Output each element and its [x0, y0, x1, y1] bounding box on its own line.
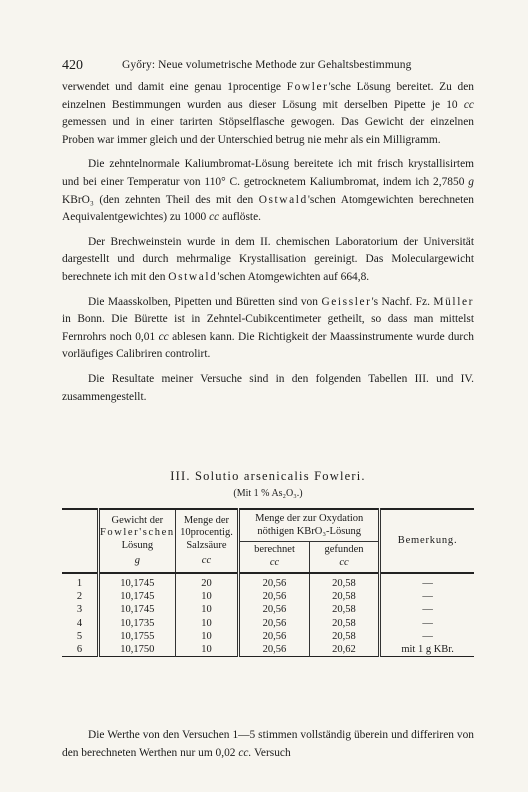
cell-nr: 1 — [76, 578, 83, 589]
p2-text-a: Die zehntelnormale Kaliumbromat-Lösung bereitete ich mit frisch krystallisirtem und bei einer Temperatur von 110° C. getrocknetem Kaliumbromat, indem ich 2,7850 — [62, 158, 474, 188]
p1-text-a: verwendet und damit eine genau 1procentige — [62, 81, 281, 93]
header-oxydation-line-1: Menge der zur Oxydation — [255, 513, 364, 524]
table-row — [62, 590, 474, 603]
cell-gefunden: 20,58 — [309, 590, 379, 603]
cell-gewicht: 10,1735 — [98, 617, 175, 630]
cell-gefunden: 20,58 — [309, 577, 379, 590]
p2-unit: g — [468, 175, 474, 188]
cell-berechnet: 20,56 — [239, 617, 310, 630]
header-gewicht — [98, 509, 175, 573]
cell-bemerkung: — — [380, 577, 474, 590]
page-number: 420 — [62, 58, 83, 73]
p4-text-a: Die Maasskolben, Pipetten und Büretten sind von — [88, 295, 318, 308]
header-berechnet-unit: cc — [239, 557, 310, 574]
cell-bemerkung: — — [380, 617, 474, 630]
cell-bemerkung: — — [380, 603, 474, 616]
p1-text-b: 'sche Lösung bereitet. Zu den einzelnen Bestimmungen wurden aus dieser Lösung mit derselben Pipette je 10 — [62, 81, 474, 111]
header-salzsaeure-line-1: Menge der — [183, 514, 230, 526]
p2-text-c: 'schen Atomgewichten berechneten Aequivalentgewichtes) zu 1000 — [62, 193, 475, 224]
cell-salzsaeure: 10 — [175, 630, 239, 643]
p4-maker-name-2: Müller — [433, 295, 475, 308]
cell-gewicht: 10,1750 — [98, 643, 175, 657]
cell-nr: 2 — [76, 591, 83, 603]
table-row — [62, 577, 474, 590]
p2-unit-2: cc — [209, 211, 220, 224]
cell-nr: 3 — [76, 604, 83, 616]
table-subtitle: (Mit 1 % As₂O₃.) — [233, 488, 303, 499]
paragraph-2 — [62, 156, 474, 226]
p4-text-d: ablesen kann. Die Richtigkeit der Maassinstrumente wurde durch vorläufiges Calibriren controlirt. — [62, 330, 474, 361]
table-row — [62, 617, 474, 630]
cell-berechnet: 20,56 — [239, 643, 310, 657]
cell-gewicht: 10,1755 — [98, 630, 175, 643]
p4-unit: cc — [158, 330, 169, 343]
p4-maker-name: Geissler — [321, 295, 372, 308]
header-oxydation — [239, 509, 380, 542]
cell-gefunden: 20,58 — [309, 630, 379, 643]
body-text — [62, 79, 474, 406]
p1-author-name: Fowler — [286, 81, 329, 93]
header-salzsaeure-line-2: 10procentig. — [180, 527, 233, 538]
header-gefunden: gefunden — [309, 542, 379, 557]
footer-text-a: Die Werthe von den Versuchen 1—5 stimmen vollständig überein und differiren von den berechneten Werthen nur um 0,02 — [62, 729, 474, 759]
cell-bemerkung: — — [380, 590, 474, 603]
cell-gewicht: 10,1745 — [98, 590, 175, 603]
running-title: Győry: Neue volumetrische Methode zur Gehaltsbestimmung — [122, 59, 412, 71]
cell-nr: 4 — [76, 617, 83, 629]
header-salzsaeure — [175, 509, 239, 573]
table-row — [62, 630, 474, 643]
paragraph-3 — [62, 234, 474, 287]
table-row — [62, 643, 474, 657]
header-salzsaeure-unit: cc — [201, 555, 212, 566]
header-gewicht-line-3: Lösung — [121, 539, 154, 551]
cell-berechnet: 20,56 — [239, 590, 310, 603]
table-title — [62, 469, 474, 484]
footer-text-b: Versuch — [253, 746, 291, 759]
header-gefunden-unit: cc — [309, 557, 379, 574]
paragraph-1 — [62, 79, 474, 149]
p3-text-b: 'schen Atomgewichten auf 664,8. — [217, 270, 370, 283]
header-gewicht-line-1: Gewicht der — [111, 514, 164, 526]
header-oxydation-line-2: nöthigen KBrO₃-Lösung — [257, 525, 362, 537]
results-table — [62, 508, 474, 657]
header-gewicht-line-2: Fowler'schen — [99, 527, 175, 538]
cell-bemerkung: — — [380, 630, 474, 643]
p2-author-name: Ostwald — [258, 193, 308, 206]
p2-text-b: KBrO₃ (den zehnten Theil des mit den — [62, 193, 254, 206]
header-berechnet: berechnet — [239, 542, 310, 557]
p1-text-c: gemessen und in einer tarirten Stöpselflasche gewogen. Das Gewicht der einzelnen Proben war immer gleich und der Unterschied betrug nie mehr als ein Milligramm. — [62, 116, 474, 146]
p1-unit: cc — [463, 98, 474, 111]
cell-salzsaeure: 10 — [175, 617, 239, 630]
paragraph-5: Die Resultate meiner Versuche sind in den folgenden Tabellen III. und IV. zusammengestellt. — [62, 372, 474, 403]
cell-gewicht: 10,1745 — [98, 603, 175, 616]
p4-text-b: 's Nachf. Fz. — [371, 295, 430, 308]
cell-gefunden: 20,62 — [309, 643, 379, 657]
table-number: III. — [170, 469, 191, 483]
footer-unit: cc. — [238, 746, 252, 759]
cell-gefunden: 20,58 — [309, 617, 379, 630]
closing-paragraph — [62, 727, 474, 762]
p3-author-name: Ostwald — [168, 270, 218, 283]
header-nr — [62, 509, 98, 573]
table-title-text: Solutio arsenicalis Fowleri. — [195, 469, 366, 483]
cell-gefunden: 20,58 — [309, 603, 379, 616]
cell-salzsaeure: 20 — [175, 577, 239, 590]
cell-berechnet: 20,56 — [239, 630, 310, 643]
header-gewicht-unit: g — [134, 555, 140, 566]
header-bemerkung: Bemerkung. — [380, 509, 474, 573]
table-row — [62, 603, 474, 616]
p4-text-c: in Bonn. Die Bürette ist in Zehntel-Cubikcentimeter getheilt, so dass man mittelst Fernrohrs noch 0,01 — [62, 313, 474, 343]
cell-berechnet: 20,56 — [239, 577, 310, 590]
cell-berechnet: 20,56 — [239, 603, 310, 616]
paragraph-4 — [62, 294, 474, 364]
header-salzsaeure-line-3: Salzsäure — [186, 539, 227, 551]
cell-bemerkung: mit 1 g KBr. — [380, 643, 474, 657]
cell-salzsaeure: 10 — [175, 590, 239, 603]
cell-salzsaeure: 10 — [175, 643, 239, 657]
cell-nr: 6 — [76, 644, 83, 656]
cell-salzsaeure: 10 — [175, 603, 239, 616]
p2-text-d: auflöste. — [222, 211, 261, 224]
p3-text-a: Der Brechweinstein wurde in dem II. chemischen Laboratorium der Universität dargestellt und durch mehrmalige Krystallisation gereinigt. Das Moleculargewicht berechnete ich mit den — [62, 235, 474, 283]
cell-gewicht: 10,1745 — [98, 577, 175, 590]
cell-nr: 5 — [76, 630, 83, 642]
